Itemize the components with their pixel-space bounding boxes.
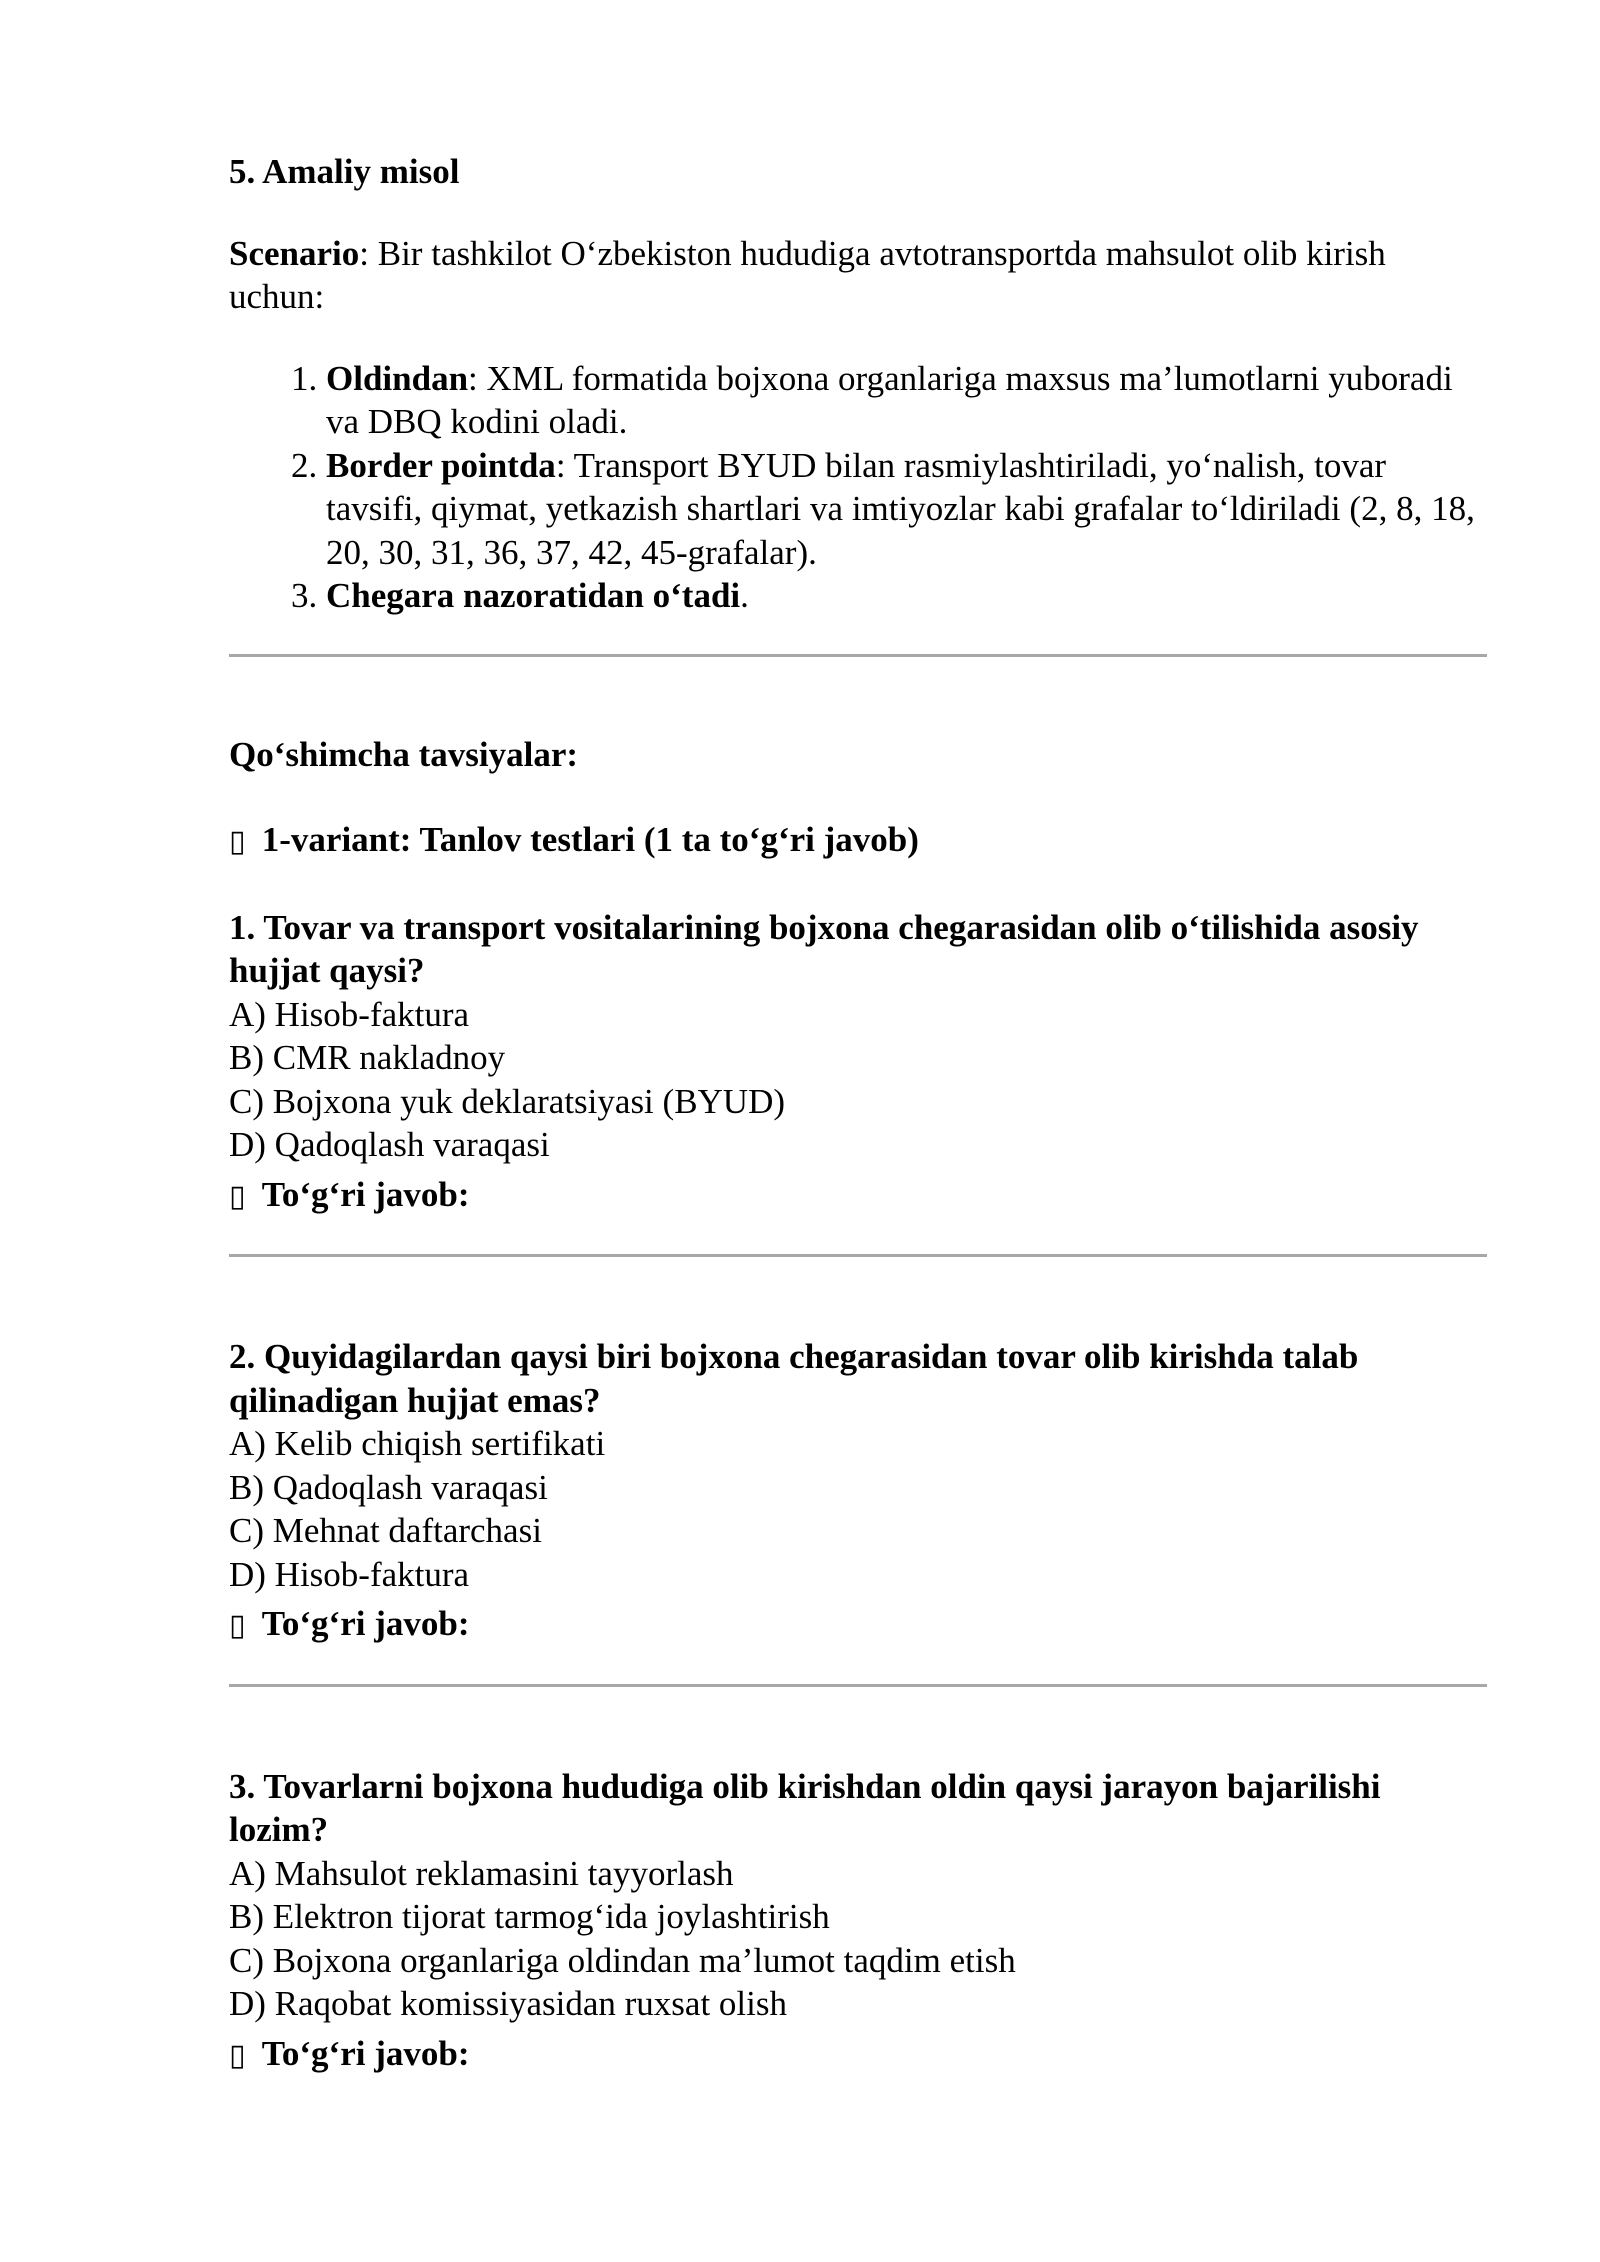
option-item: A) Mahsulot reklamasini tayyorlash <box>229 1853 734 1893</box>
scenario-paragraph <box>229 232 1487 319</box>
option-item: B) CMR nakladnoy <box>229 1038 506 1077</box>
checkbox-icon: ▯ <box>229 1608 246 1643</box>
answer-line: ▯ To‘g‘ri javob: <box>229 2032 1487 2078</box>
option-item: C) Mehnat daftarchasi <box>229 1511 542 1550</box>
checkbox-icon: ▯ <box>229 824 246 859</box>
answer-line: ▯ To‘g‘ri javob: <box>229 1602 1487 1648</box>
variant-heading: ▯ 1-variant: Tanlov testlari (1 ta to‘g‘ri javob) <box>229 818 1487 864</box>
steps-list <box>229 357 1487 618</box>
checkbox-icon: ▯ <box>229 1178 246 1214</box>
option-item: A) Hisob-faktura <box>229 994 470 1034</box>
scenario-label: Scenario <box>229 233 360 273</box>
question-title: 2. Quyidagilardan qaysi biri bojxona chegarasidan tovar olib kirishda talab qilinadigan hujjat emas? <box>229 1337 1359 1420</box>
option-item: D) Qadoqlash varaqasi <box>229 1125 550 1164</box>
answer-line: ▯ To‘g‘ri javob: <box>229 1173 1487 1219</box>
question-block <box>229 1765 1487 2078</box>
option-item: D) Raqobat komissiyasidan ruxsat olish <box>229 1984 788 2023</box>
question-block <box>229 906 1487 1219</box>
recommendations-title: Qo‘shimcha tavsiyalar: <box>229 734 579 774</box>
page-content <box>229 150 1487 2077</box>
step-item: 2. Border pointda: Transport BYUD bilan rasmiylashtiriladi, yo‘nalish, tovar tavsifi, qiymat, yetkazish shartlari va imtiyozlar kabi grafalar to‘ldiriladi (2, 8, 18, 20, 30, 31, 36, 37, 42, 45-grafalar). <box>326 444 1487 575</box>
section-title: 5. Amaliy misol <box>229 152 460 191</box>
step-item: 3. Chegara nazoratidan o‘tadi. <box>326 574 1487 618</box>
question-title: 1. Tovar va transport vositalarining bojxona chegarasidan olib o‘tilishida asosiy hujjat qaysi? <box>229 907 1419 990</box>
option-item: A) Kelib chiqish sertifikati <box>229 1424 606 1463</box>
question-block <box>229 1335 1487 1648</box>
option-item: B) Elektron tijorat tarmog‘ida joylashtirish <box>229 1897 830 1936</box>
step-item: 1. Oldindan: XML formatida bojxona organlariga maxsus ma’lumotlarni yuboradi va DBQ kodini oladi. <box>326 357 1487 444</box>
scenario-text: : Bir tashkilot O‘zbekiston hududiga avtotransportda mahsulot olib kirish uchun: <box>229 233 1386 316</box>
option-item: C) Bojxona yuk deklaratsiyasi (BYUD) <box>229 1081 786 1121</box>
option-item: C) Bojxona organlariga oldindan ma’lumot taqdim etish <box>229 1940 1016 1980</box>
option-item: D) Hisob-faktura <box>229 1554 470 1594</box>
checkbox-icon: ▯ <box>229 2037 246 2073</box>
option-item: B) Qadoqlash varaqasi <box>229 1467 548 1507</box>
question-title: 3. Tovarlarni bojxona hududiga olib kirishdan oldin qaysi jarayon bajarilishi lozim? <box>229 1766 1381 1849</box>
